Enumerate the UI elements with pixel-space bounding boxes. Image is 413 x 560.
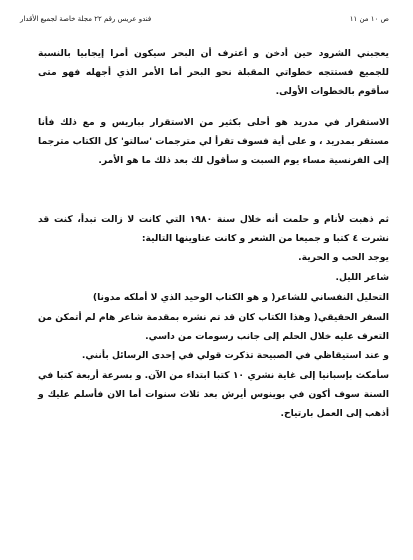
page-header: [20, 12, 389, 26]
page-number: ص ١٠ من ١١: [349, 15, 389, 23]
paragraph-smoking-sea: يعجبني الشرود حين أدخن و أعترف أن البحر سيكون أمرا إيجابيا بالنسبة للجميع فستتجه خطواتي المقبلة نحو البحر أما الأمر الذي أجهله فهو متى سأقوم بالخطوات الأولى.: [38, 48, 389, 97]
book-title-1: يوجد الحب و الحرية.: [298, 252, 389, 263]
running-title: فندو عريس رقم ٢٢ مجلة خاصة لجميع الأقدار: [20, 15, 152, 23]
section-gap: [38, 182, 389, 210]
book-title-3: التحليل النفساني للشاعر( و هو الكتاب الوحيد الذي لا أملكه مدونا): [92, 292, 389, 303]
document-body: [38, 44, 389, 435]
paragraph-dream: ثم ذهبت لأنام و حلمت أنه خلال سنة ١٩٨٠ التي كانت لا زالت تبدأ، كنت قد نشرت ٤ كتبا و جميعا من الشعر و كانت عناوينها التالية:: [38, 214, 389, 244]
book-title-2: شاعر الليل.: [335, 272, 389, 283]
paragraph-waking: و عند استيقاظي في الصبيحة تذكرت قولي في إحدى الرسائل بأنني.: [81, 350, 389, 361]
paragraph-madrid: الاستقرار في مدريد هو أحلى بكثير من الاستقرار بباريس و مع ذلك فأنا مستقر بمدريد ، و على أية فسوف تقرأ لي مترجمات 'سالتو' كل الكتاب مترجما إلى الفرنسية مساء يوم السبت و سأقول لك بعد ذلك ما هو الأمر.: [38, 117, 389, 166]
paragraph-true-journey: السفر الحقيقي( وهذا الكتاب كان قد تم نشره بمقدمة شاعر هام لم أتمكن من التعرف عليه خلال الحلم إلى جانب رسومات من داسي.: [38, 312, 389, 342]
paragraph-spain: سأمكث بإسبانيا إلى غاية نشري ١٠ كتبا ابتداء من الآن. و بسرعة أربعة كتبا في السنة سوف أكون في بوينوس أيرش بعد ثلاث سنوات أما الان فأسلم عليك و أذهب إلى العمل بارتياح.: [38, 370, 389, 419]
